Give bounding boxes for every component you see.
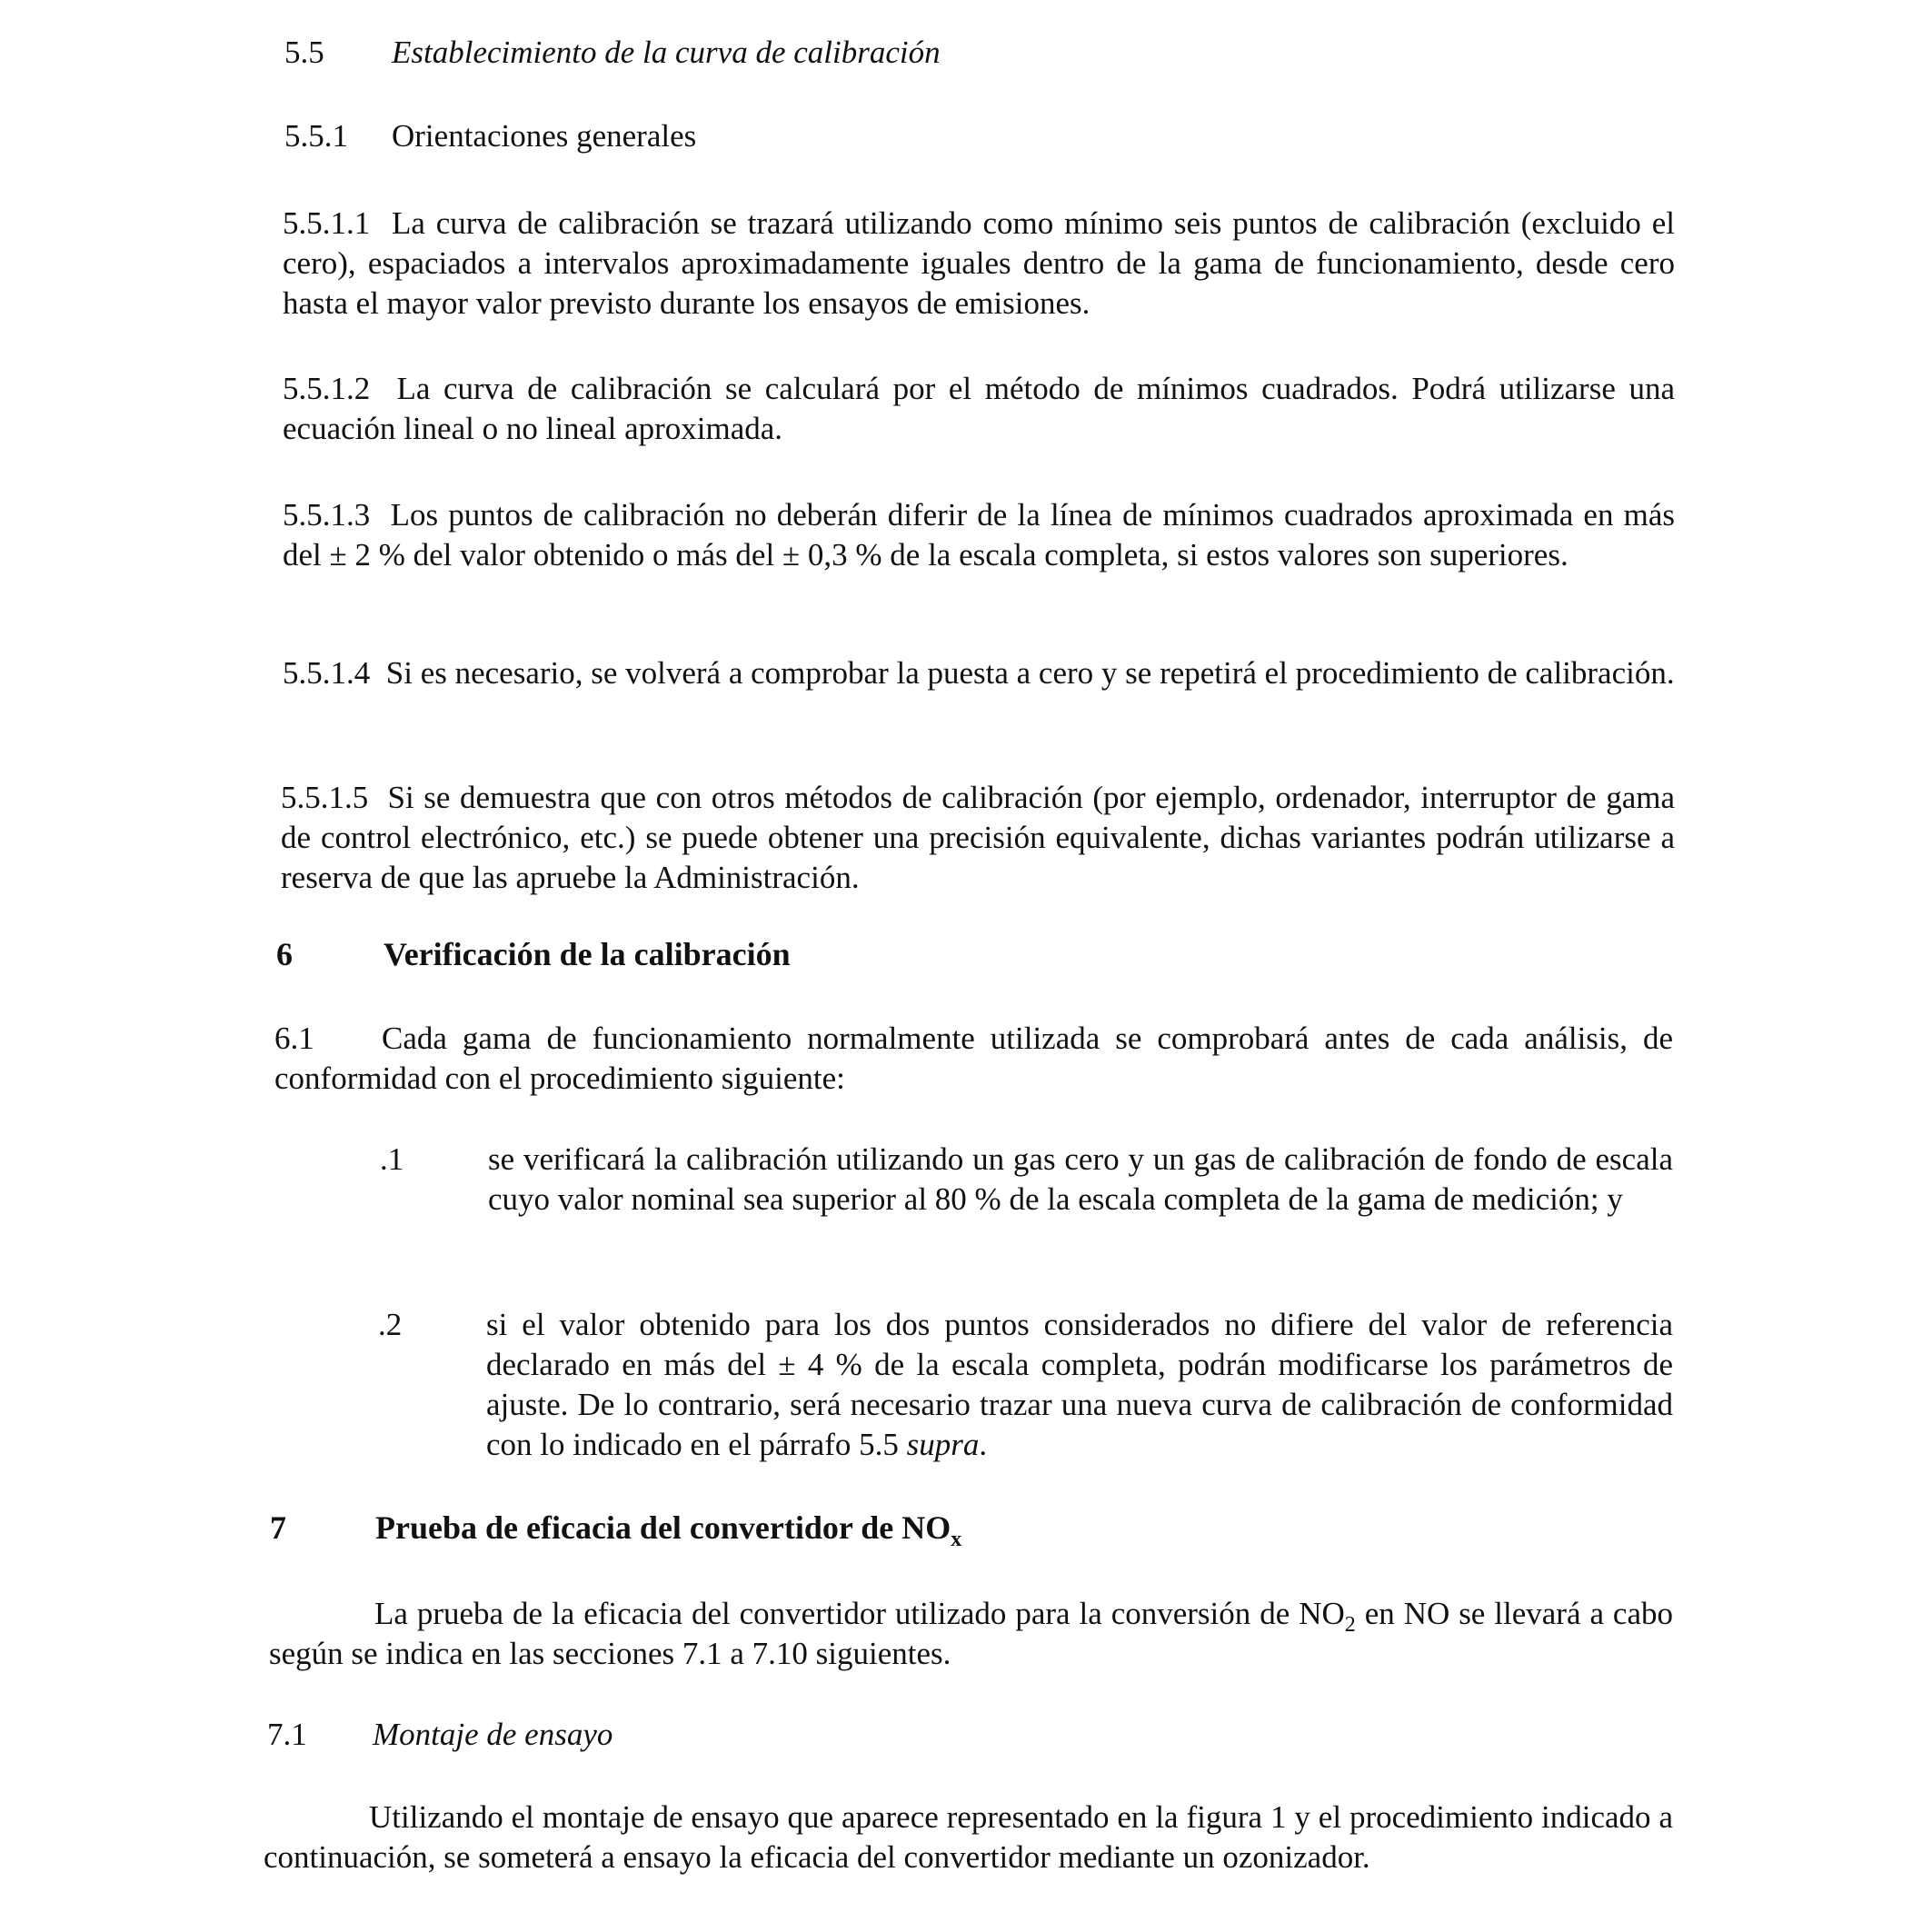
section-5-5-heading <box>284 33 941 73</box>
paragraph-text: Si se demuestra que con otros métodos de calibración (por ejemplo, ordenador, interruptor de gama de control electrónico, etc.) se puede obtener una precisión equivalente, dichas variantes podrán utilizarse a reserva de que las apruebe la Administración. <box>281 780 1675 895</box>
list-marker: .1 <box>380 1141 404 1177</box>
paragraph-text: La curva de calibración se calculará por el método de mínimos cuadrados. Podrá utilizarse una ecuación lineal o no lineal aproximada. <box>283 371 1675 446</box>
paragraph-number: 5.5.1.3 <box>283 497 371 533</box>
section-7-1-heading <box>267 1715 612 1755</box>
list-item-text: si el valor obtenido para los dos puntos considerados no difiere del valor de referencia declarado en más del ± 4 % de la escala completa, podrán modificarse los parámetros de ajuste. De lo contrario, será necesario trazar una nueva curva de calibración de conformidad con lo indicado en el párrafo 5.5 <box>486 1307 1673 1462</box>
paragraph-7 <box>269 1594 1673 1674</box>
section-7-heading <box>270 1508 962 1552</box>
paragraph-5-5-1-5 <box>281 778 1675 898</box>
section-number: 5.5 <box>284 35 324 70</box>
paragraph-text: La curva de calibración se trazará utilizando como mínimo seis puntos de calibración (excluido el cero), espaciados a intervalos aproximadamente iguales dentro de la gama de funcionamiento, desde cero hasta el mayor valor previsto durante los ensayos de emisiones. <box>283 205 1675 321</box>
section-title: Establecimiento de la curva de calibración <box>392 35 941 70</box>
section-title: Verificación de la calibración <box>383 936 791 972</box>
paragraph-6-1 <box>274 1019 1673 1099</box>
paragraph-text-end: en NO se llevará a cabo según se indica en las secciones 7.1 a 7.10 siguientes. <box>269 1596 1673 1671</box>
list-item-italic: supra <box>906 1427 980 1462</box>
paragraph-5-5-1-2 <box>283 369 1675 449</box>
paragraph-number: 6.1 <box>274 1021 314 1056</box>
paragraph-text: Utilizando el montaje de ensayo que aparece representado en la figura 1 y el procedimiento indicado a continuación, se someterá a ensayo la eficacia del convertidor mediante un ozonizador. <box>264 1799 1673 1875</box>
list-item-end: . <box>979 1427 988 1462</box>
paragraph-number: 5.5.1.4 <box>283 655 371 691</box>
section-title-subscript: x <box>951 1528 962 1552</box>
paragraph-text: Si es necesario, se volverá a comprobar la puesta a cero y se repetirá el procedimiento de calibración. <box>385 655 1675 691</box>
paragraph-text: Los puntos de calibración no deberán diferir de la línea de mínimos cuadrados aproximada en más del ± 2 % del valor obtenido o más del ± 0,3 % de la escala completa, si estos valores son superiores. <box>283 497 1676 573</box>
paragraph-5-5-1-1 <box>283 204 1675 324</box>
paragraph-5-5-1-4 <box>283 653 1675 693</box>
section-6-heading <box>276 934 791 974</box>
paragraph-number: 5.5.1.5 <box>281 780 369 815</box>
section-title: Montaje de ensayo <box>373 1717 613 1752</box>
paragraph-7-1 <box>264 1798 1673 1877</box>
section-number: 7 <box>270 1509 286 1546</box>
section-number: 5.5.1 <box>284 118 348 154</box>
section-number: 7.1 <box>267 1717 307 1752</box>
paragraph-number: 5.5.1.2 <box>283 371 371 406</box>
list-item-2 <box>486 1305 1673 1465</box>
section-title: Prueba de eficacia del convertidor de NO <box>375 1509 951 1546</box>
paragraph-text: Cada gama de funcionamiento normalmente utilizada se comprobará antes de cada análisis, de conformidad con el procedimiento siguiente: <box>274 1021 1673 1096</box>
list-marker: .2 <box>378 1307 403 1342</box>
section-number: 6 <box>276 936 293 972</box>
paragraph-text: La prueba de la eficacia del convertidor utilizado para la conversión de NO <box>374 1596 1345 1631</box>
list-item-1 <box>488 1140 1673 1220</box>
paragraph-5-5-1-3 <box>283 495 1675 575</box>
list-item-text: se verificará la calibración utilizando un gas cero y un gas de calibración de fondo de escala cuyo valor nominal sea superior al 80 % de la escala completa de la gama de medición; y <box>488 1141 1673 1217</box>
section-title: Orientaciones generales <box>392 118 697 154</box>
section-5-5-1-heading <box>284 116 696 156</box>
paragraph-number: 5.5.1.1 <box>283 205 371 241</box>
paragraph-subscript: 2 <box>1344 1613 1356 1637</box>
